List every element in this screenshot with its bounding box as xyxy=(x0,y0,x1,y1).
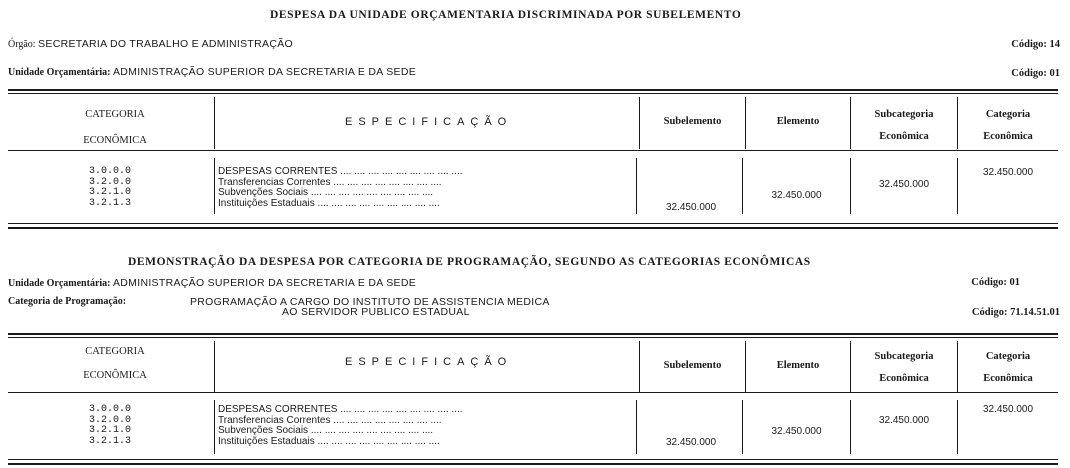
table1-body-divider xyxy=(214,158,215,214)
table2-top-rule xyxy=(8,333,1058,335)
orgao-value: SECRETARIA DO TRABALHO E ADMINISTRAÇÃO xyxy=(38,38,293,50)
item-row: Subvenções Sociais .... .... .... .... .... .... .... .... .... xyxy=(218,425,434,436)
table2-subcategoria-value: 32.450.000 xyxy=(878,415,930,426)
header-categoria-l1: CATEGORIA xyxy=(85,109,145,120)
categoria-programacao-code: Código: 71.14.51.01 xyxy=(971,307,1060,318)
table1-bottom-rule xyxy=(8,227,1058,229)
table2-header-subelemento: Subelemento xyxy=(663,360,722,371)
table1-categoria-value: 32.450.000 xyxy=(982,167,1034,178)
table1-subcategoria-value: 32.450.000 xyxy=(878,179,930,190)
header-categoria-l1: CATEGORIA xyxy=(85,346,145,357)
header-categoria-l2: ECONÔMICA xyxy=(83,370,147,381)
item-row: DESPESAS CORRENTES .... .... .... .... .... .... .... .... .... xyxy=(218,166,463,177)
code-row: 3.2.1.0 xyxy=(88,425,131,436)
table1-body-divider xyxy=(742,158,743,214)
table2-top-rule-thin xyxy=(8,337,1058,338)
header-categoria-econ-l1: Categoria xyxy=(985,351,1031,362)
table2-header-rule xyxy=(8,392,1058,393)
table2-header-subcategoria xyxy=(851,346,957,390)
table1-top-rule-thin xyxy=(8,93,1058,94)
unidade-label-2: Unidade Orçamentária: xyxy=(8,278,111,289)
code-row: 3.0.0.0 xyxy=(88,166,131,177)
code-row: 3.2.0.0 xyxy=(88,176,131,188)
unidade-value-2: ADMINISTRAÇÃO SUPERIOR DA SECRETARIA E DA SEDE xyxy=(113,277,417,289)
item-row: Subvenções Sociais .... .... .... .... .... .... .... .... .... xyxy=(218,187,434,198)
orgao-code: Código: 14 xyxy=(1011,39,1060,50)
header-categoria-econ-l2: Econômica xyxy=(983,131,1033,142)
table1-subelemento-value: 32.450.000 xyxy=(665,202,717,213)
header-subcategoria-l2: Econômica xyxy=(879,131,929,142)
table2-header-especificacao: ESPECIFICAÇÃO xyxy=(345,356,513,368)
item-row: Instituições Estaduais .... .... .... .... .... .... .... .... .... xyxy=(218,435,440,447)
table2-elemento-value: 32.450.000 xyxy=(771,426,822,437)
categoria-programacao-line xyxy=(8,296,126,307)
header-categoria-econ-l1: Categoria xyxy=(985,109,1031,120)
table2-body-divider xyxy=(636,400,637,454)
unidade-line-1 xyxy=(8,66,416,78)
unidade-value-1: ADMINISTRAÇÃO SUPERIOR DA SECRETARIA E DA SEDE xyxy=(113,66,417,78)
header-subcategoria-l1: Subcategoria xyxy=(874,109,934,120)
unidade-label-1: Unidade Orçamentária: xyxy=(8,67,111,78)
code-row: 3.2.0.0 xyxy=(88,414,131,426)
table2-divider xyxy=(214,341,215,392)
table2-bottom-rule-thin xyxy=(8,459,1058,460)
table1-header-elemento: Elemento xyxy=(776,116,820,127)
code-row: 3.0.0.0 xyxy=(88,404,131,415)
unidade-code-1: Código: 01 xyxy=(1011,68,1060,79)
table2-header-categoria-econ xyxy=(958,346,1058,390)
table2-items xyxy=(218,405,463,447)
table2-body-divider xyxy=(214,400,215,454)
code-row: 3.2.1.3 xyxy=(88,197,131,209)
table1-header-especificacao: ESPECIFICAÇÃO xyxy=(345,116,513,128)
item-row: Transferencias Correntes .... .... .... .... .... .... .... .... xyxy=(218,414,442,426)
section2-title: DEMONSTRAÇÃO DA DESPESA POR CATEGORIA DE PROGRAMAÇÃO, SEGUNDO AS CATEGORIAS ECONÔMICAS xyxy=(128,256,811,268)
categoria-programacao-value-1: PROGRAMAÇÃO A CARGO DO INSTITUTO DE ASSISTENCIA MEDICA xyxy=(190,296,550,308)
item-row: DESPESAS CORRENTES .... .... .... .... .... .... .... .... .... xyxy=(218,404,463,415)
table1-body-divider xyxy=(636,158,637,214)
header-subcategoria-l1: Subcategoria xyxy=(874,351,934,362)
table1-codes xyxy=(60,167,160,209)
table1-divider xyxy=(214,97,215,149)
code-row: 3.2.1.0 xyxy=(88,187,131,198)
section1-title: DESPESA DA UNIDADE ORÇAMENTARIA DISCRIMINADA POR SUBELEMENTO xyxy=(270,9,742,21)
unidade-code-2: Código: 01 xyxy=(971,277,1020,288)
orgao-line xyxy=(8,38,293,50)
orgao-label: Órgão: xyxy=(8,39,36,50)
unidade-line-2 xyxy=(8,277,416,289)
item-row: Instituições Estaduais .... .... .... .... .... .... .... .... .... xyxy=(218,197,440,209)
table1-header-categoria-econ xyxy=(958,104,1058,148)
table1-header-categoria xyxy=(40,102,190,154)
code-row: 3.2.1.3 xyxy=(88,435,131,447)
categoria-programacao-value-2: AO SERVIDOR PUBLICO ESTADUAL xyxy=(282,306,470,318)
header-categoria-econ-l2: Econômica xyxy=(983,373,1033,384)
table1-top-rule xyxy=(8,89,1058,91)
table1-header-subelemento: Subelemento xyxy=(663,116,722,127)
table2-body-divider xyxy=(850,400,851,454)
table2-subelemento-value: 32.450.000 xyxy=(665,437,717,448)
table2-bottom-rule xyxy=(8,463,1058,465)
table1-elemento-value: 32.450.000 xyxy=(771,190,822,201)
header-categoria-l2: ECONÔMICA xyxy=(83,135,147,146)
table2-codes xyxy=(60,405,160,447)
table1-items xyxy=(218,167,463,209)
header-subcategoria-l2: Econômica xyxy=(879,373,929,384)
table1-bottom-rule-thin xyxy=(8,223,1058,224)
table1-header-rule xyxy=(8,150,1058,151)
table1-header-subcategoria xyxy=(851,104,957,148)
item-row: Transferencias Correntes .... .... .... .... .... .... .... .... xyxy=(218,176,442,188)
table2-header-elemento: Elemento xyxy=(776,360,820,371)
table2-header-categoria xyxy=(40,340,190,388)
table2-categoria-value: 32.450.000 xyxy=(982,404,1034,415)
categoria-programacao-label: Categoria de Programação: xyxy=(8,296,127,307)
